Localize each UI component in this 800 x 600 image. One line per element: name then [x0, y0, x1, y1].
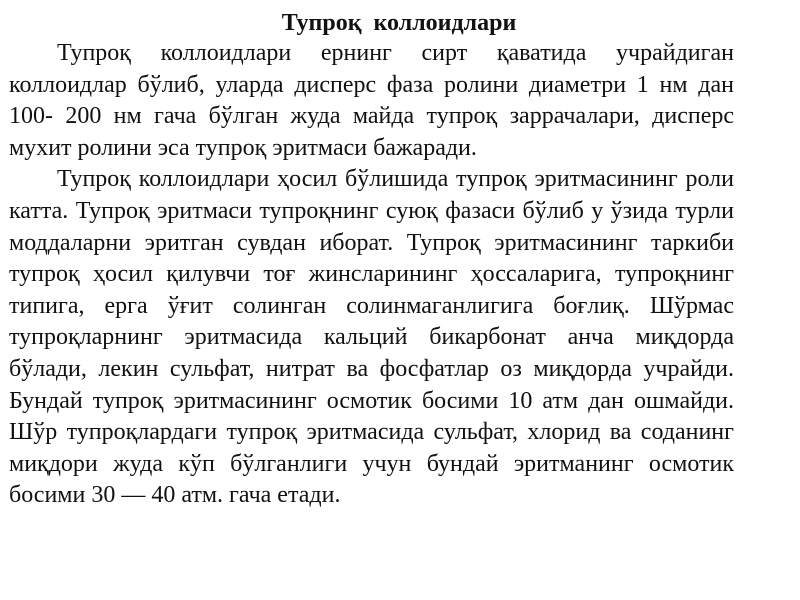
- document-title: Тупроқ коллоидлари: [281, 10, 517, 36]
- paragraph-2: Тупроқ коллоидлари ҳосил бўлишида тупроқ эритмасининг роли катта. Тупроқ эритмаси тупроқнинг суюқ фазаси бўлиб у ўзида турли моддаларни эритган сувдан иборат. Тупроқ эритмасининг таркиби тупроқ ҳосил қилувчи тоғ жинсларининг ҳоссаларига, тупроқнинг типига, ерга ўғит солинган солинмаганлигига боғлиқ. Шўрмас тупроқларнинг эритмасида кальций бикарбонат анча миқдорда бўлади, лекин сульфат, нитрат ва фосфатлар оз миқдорда учрайди. Бундай тупроқ эритмасининг осмотик босими 10 атм дан ошмайди. Шўр тупроқлардаги тупроқ эритмасида сульфат, хлорид ва соданинг миқдори жуда кўп бўлганлиги учун бундай эритманинг осмотик босими 30 — 40 атм. гача етади.: [9, 166, 734, 509]
- paragraph-1: Тупроқ коллоидлари ернинг сирт қаватида учрайдиган коллоидлар бўлиб, уларда дисперс фаза ролини диаметри 1 нм дан 100- 200 нм гача бўлган жуда майда тупроқ заррачалари, дисперс мухит ролини эса тупроқ эритмаси бажаради.: [9, 40, 734, 161]
